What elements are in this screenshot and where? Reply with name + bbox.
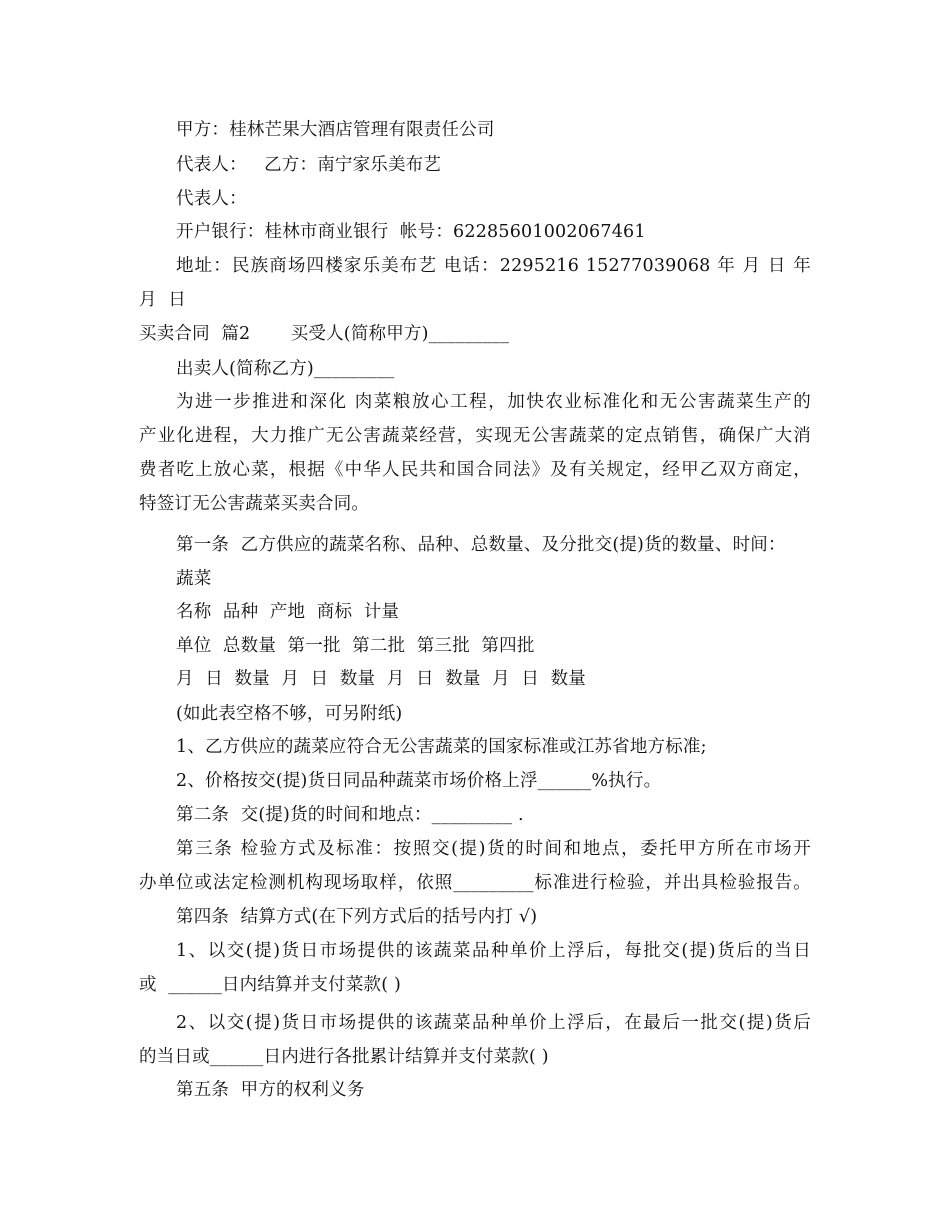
representative-line: 代表人： xyxy=(176,189,247,209)
paragraph-line: 特签订无公害蔬菜买卖合同。 xyxy=(139,494,370,514)
payment-option-line: 2、以交(提)货日市场提供的该蔬菜品种单价上浮后，在最后一批交(提)货后 xyxy=(176,1013,811,1033)
payment-option-line: 或 ______日内结算并支付菜款( ) xyxy=(139,975,402,995)
paragraph-line: 为进一步推进和深化 肉菜粮放心工程，加快农业标准化和无公害蔬菜生产的 xyxy=(176,392,811,412)
date-continuation-line: 月 日 xyxy=(139,290,186,310)
address-line: 地址：民族商场四楼家乐美布艺 电话：2295216 15277039068 年 月 日 年 xyxy=(176,256,811,276)
paragraph-line: 费者吃上放心菜，根据《中华人民共和国合同法》及有关规定，经甲乙双方商定， xyxy=(139,460,811,480)
article-three-line: 第三条 检验方式及标准：按照交(提)货的时间和地点，委托甲方所在市场开 xyxy=(176,839,811,859)
article-four-heading: 第四条 结算方式(在下列方式后的括号内打 √) xyxy=(176,907,538,927)
paragraph-line: 产业化进程，大力推广无公害蔬菜经营，实现无公害蔬菜的定点销售，确保广大消 xyxy=(139,426,811,446)
clause-line: 1、乙方供应的蔬菜应符合无公害蔬菜的国家标准或江苏省地方标准; xyxy=(176,737,707,757)
table-label-line: 单位 总数量 第一批 第二批 第三批 第四批 xyxy=(176,636,535,656)
payment-option-line: 1、以交(提)货日市场提供的该蔬菜品种单价上浮后，每批交(提)货后的当日 xyxy=(176,941,811,961)
bank-account-line: 开户银行：桂林市商业银行 帐号：62285601002067461 xyxy=(176,222,646,242)
table-label-line: 月 日 数量 月 日 数量 月 日 数量 月 日 数量 xyxy=(176,669,586,689)
article-two-line: 第二条 交(提)货的时间和地点：_________ . xyxy=(176,805,524,825)
article-three-line: 办单位或法定检测机构现场取样，依照_________标准进行检验，并出具检验报告。 xyxy=(139,873,811,893)
party-a-line: 甲方：桂林芒果大酒店管理有限责任公司 xyxy=(176,120,495,140)
article-one-heading: 第一条 乙方供应的蔬菜名称、品种、总数量、及分批交(提)货的数量、时间： xyxy=(176,535,786,555)
note-line: (如此表空格不够，可另附纸) xyxy=(176,704,403,724)
clause-line: 2、价格按交(提)货日同品种蔬菜市场价格上浮______%执行。 xyxy=(176,771,662,791)
article-five-heading: 第五条 甲方的权利义务 xyxy=(176,1080,365,1100)
payment-option-line: 的当日或______日内进行各批累计结算并支付菜款( ) xyxy=(139,1047,549,1067)
contract-title-line: 买卖合同 篇2 买受人(简称甲方)_________ xyxy=(139,324,510,344)
party-b-line: 代表人： 乙方：南宁家乐美布艺 xyxy=(176,155,442,175)
seller-line: 出卖人(简称乙方)_________ xyxy=(176,359,395,379)
table-label-line: 名称 品种 产地 商标 计量 xyxy=(176,602,400,622)
table-label-line: 蔬菜 xyxy=(176,569,212,589)
